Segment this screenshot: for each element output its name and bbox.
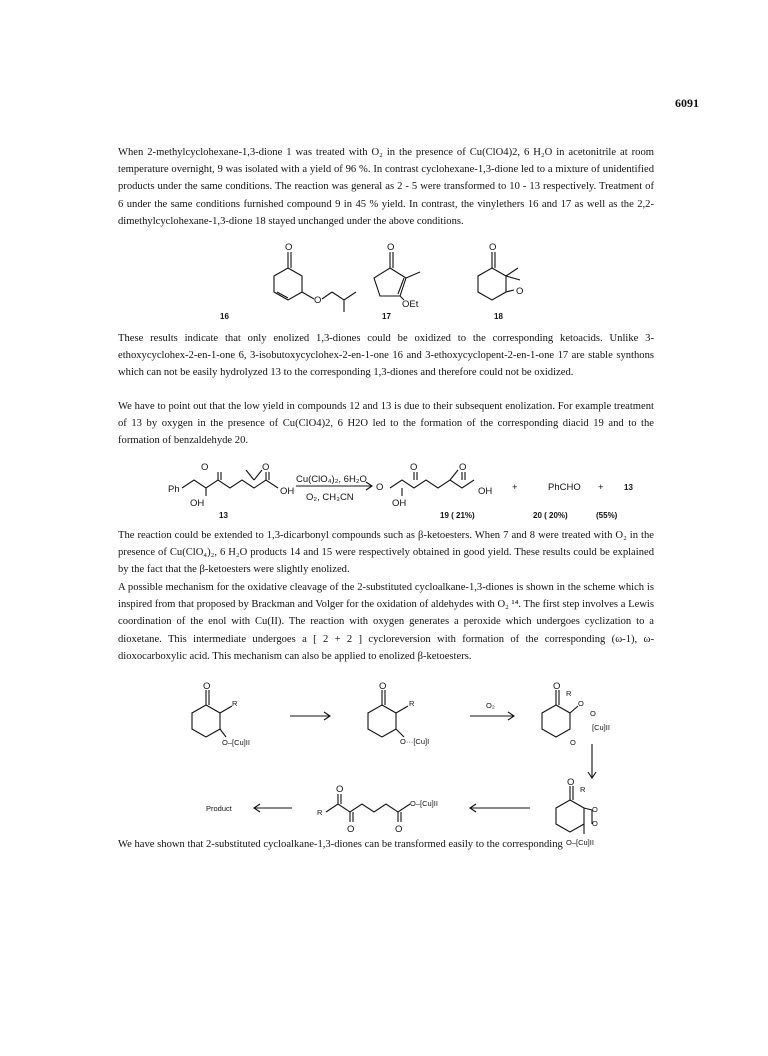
r-mech4: R [580,785,586,794]
oh-19: OH [392,498,407,509]
label-13: 13 [219,511,228,520]
cu-ii-mech3: [Cu]II [592,723,610,732]
paragraph-5: A possible mechanism for the oxidative cleavage of the 2-substituted cycloalkane-1,3-diones is shown in the scheme which is inspired from that proposed by Brackman and Volger for the oxidation of aldehydes with O₂ ¹⁴. The first step involves a Lewis coordination of the enol with Cu(II). The reaction with oxygen generates a peroxide which undergoes cyclization to a dioxetane. This intermediate undergoes a [ 2 + 2 ] cycloreversion with formation of the corresponding (ω-1), ω-dioxocarboxylic acid. This mechanism can also be applied to enolized β-ketoesters. [118,582,654,662]
o-cu-ii-mech4: O–[Cu]II [566,838,594,847]
label-20: 20 ( 20%) [533,511,568,520]
label-18: 18 [494,312,503,321]
r-mech5: R [317,808,323,817]
o-carbonyl-18: O [489,242,497,253]
paragraph-1: When 2-methylcyclohexane-1,3-dione 1 was treated with O₂ in the presence of Cu(ClO4)2, 6 H₂O in acetonitrile at room temperature overnight, 9 was isolated with a yield of 96 %. In contrast cyclohexane-1,3-dione led to a mixture of unidentified products under the same conditions. The reaction was general as 2 - 5 were transformed to 10 - 13 respectively. Treatment of 6 under the same conditions furnished compound 9 in 45 % yield. In contrast, the vinylethers 16 and 17 as well as the 2,2-dimethylcyclohexane-1,3-dione 18 stayed unchanged under the above conditions. [118,147,654,227]
o-19a: O [410,462,418,473]
product-label: Product [206,804,232,813]
reagent-top: Cu(ClO₄)₂, 6H₂O [296,474,367,485]
o-cu-i-mech2: O···[Cu]I [400,737,430,746]
o-13b: O [262,462,270,473]
phcho-label: PhCHO [548,482,581,493]
o-mech5b: O [347,824,355,835]
label-19: 19 ( 21%) [440,511,475,520]
o-13a: O [201,462,209,473]
o-mech2: O [379,681,387,692]
o-cu-ii-mech1: O–[Cu]II [222,738,250,747]
label-17: 17 [382,312,391,321]
r-mech2: R [409,699,415,708]
structure-16 [274,242,356,312]
plus-2: + [598,482,604,493]
r-mech3: R [566,689,572,698]
reagent-bottom: O₂, CH₃CN [306,492,354,503]
o-mech1: O [203,681,211,692]
o-mech4c: O [592,819,598,828]
product-13: 13 [624,483,633,492]
ph-label: Ph [168,484,180,495]
o-mech3: O [553,681,561,692]
label-16: 16 [220,312,229,321]
o-19b: O [459,462,467,473]
o-cu-ii-mech5: O–[Cu]II [410,799,438,808]
o-mech4b: O [592,805,598,814]
o2-label: O₂ [486,701,495,710]
r-mech1: R [232,699,238,708]
oet-label: OEt [402,299,419,310]
o-mech5c: O [395,824,403,835]
paragraph-2: These results indicate that only enolized 1,3-diones could be oxidized to the corresponding ketoacids. Unlike 3-ethoxycyclohex-2-en-1-one 6, 3-isobutoxycyclohex-2-en-1-one 16 and 3-ethoxycyclopent-2-en-1-one 17 are stable synthons which can not be easily hydrolyzed 13 to the corresponding 1,3-diones and therefore could not be oxidized. [118,333,654,379]
oh-13-acid: OH [280,486,295,497]
structure-17 [374,242,420,310]
reaction-scheme [168,462,633,509]
oh-19-acid: OH [478,486,493,497]
o-carbonyl-18b: O [516,286,524,297]
paragraph-6: We have shown that 2-substituted cycloalkane-1,3-diones can be transformed easily to the corresponding [118,839,563,850]
o-mech3c: O [590,709,596,718]
paragraph-4: The reaction could be extended to 1,3-dicarbonyl compounds such as β-ketoesters. When 7 and 8 were treated with O₂ in the presence of Cu(ClO₄)₂, 6 H₂O products 14 and 15 were respectively obtained in good yield. These results could be explained by the fact that the β-ketoesters were slightly enolized. [118,530,654,576]
o-mech3d: O [570,738,576,747]
o-carbonyl-16: O [285,242,293,253]
o-mech3b: O [578,699,584,708]
o-mech5a: O [336,784,344,795]
page-number: 6091 [675,96,699,110]
mechanism-scheme [192,681,610,847]
structure-18 [478,242,523,300]
plus-1: + [512,482,518,493]
label-55: (55%) [596,511,618,520]
oh-13: OH [190,498,205,509]
o-19-left: O [376,482,384,493]
paragraph-3: We have to point out that the low yield in compounds 12 and 13 is due to their subsequent enolization. For example treatment of 13 by oxygen in the presence of Cu(ClO4)2, 6 H2O led to the formation of the corresponding diacid 19 and to the formation of benzaldehyde 20. [118,401,654,447]
o-ether-16: O [314,295,322,306]
o-mech4: O [567,777,575,788]
o-carbonyl-17: O [387,242,395,253]
